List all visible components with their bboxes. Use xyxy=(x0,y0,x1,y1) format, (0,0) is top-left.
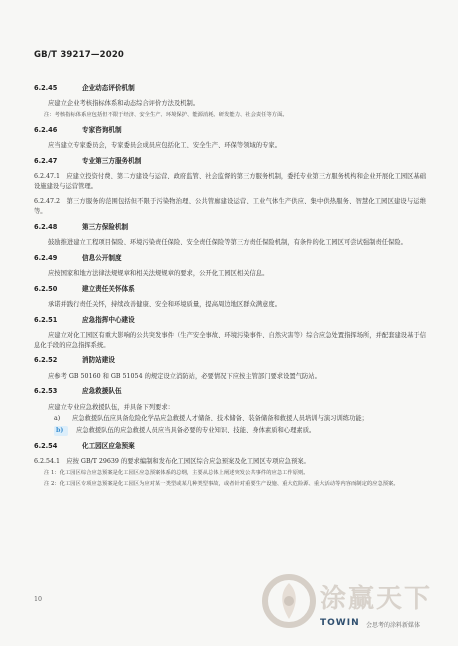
watermark-tagline: 会思考的涂料新媒体 xyxy=(366,622,421,629)
section-heading xyxy=(34,441,426,451)
section-number: 6.2.48 xyxy=(34,222,58,231)
watermark-chinese: 涂赢天下 xyxy=(320,584,433,614)
page-number: 10 xyxy=(34,596,43,603)
list-item xyxy=(54,414,426,424)
paragraph: 应按国家和地方法律法规规章和相关法规规章的要求，公开化工园区相关信息。 xyxy=(48,270,269,278)
paragraph: 应建立企业考核指标体系和动态综合评价方法及机制。 xyxy=(48,100,200,108)
paragraph: 6.2.54.1 应按 GB/T 29639 的要求编制和发布化工园区综合应急预案及化工园区专项应急预案。 xyxy=(34,458,310,466)
list-label: b) xyxy=(54,426,68,436)
section-number: 6.2.53 xyxy=(34,387,58,396)
paragraph: 承诺并践行责任关怀，持续改善健康、安全和环境质量，提高周边地区群众满意度。 xyxy=(48,300,281,308)
paragraph: 应参考 GB 50160 和 GB 51054 的规定设立消防站，必要情况下应按主管部门要求设置气防站。 xyxy=(48,372,321,380)
section-heading xyxy=(34,386,426,396)
list-text: 应急救援队伍的应急救援人员应当具备必要的专业知识、技能、身体素质和心理素质。 xyxy=(76,427,316,435)
note: 注 1：化工园区综合应急预案是化工园区应急预案体系的总纲，主要从总体上阐述突发公共事件的应急工作原则。 xyxy=(44,469,309,476)
document-body xyxy=(34,78,426,488)
watermark xyxy=(262,574,450,638)
section-heading xyxy=(34,355,426,365)
section-number: 6.2.49 xyxy=(34,253,58,262)
section-number: 6.2.45 xyxy=(34,84,58,92)
section-heading xyxy=(34,83,426,93)
section-heading xyxy=(34,156,426,166)
section-heading xyxy=(34,253,426,263)
section-title: 应急救援队伍 xyxy=(82,387,122,396)
paragraph: 应建立专业应急救援队伍，并具备下列要求： xyxy=(48,403,174,411)
section-number: 6.2.54 xyxy=(34,441,58,450)
section-number: 6.2.52 xyxy=(34,356,58,365)
section-title: 应急指挥中心建设 xyxy=(82,315,135,324)
paragraph: 6.2.47.2 第三方服务的范围包括但不限于污染物治理、公共管廊建设运营、工业气体生产供应、集中供热服务、智慧化工园区建设与运维等。 xyxy=(34,198,426,216)
section-heading xyxy=(34,222,426,232)
section-heading xyxy=(34,284,426,294)
section-title: 信息公开制度 xyxy=(82,253,122,262)
brand-logo-icon xyxy=(262,574,316,628)
paragraph: 6.2.47.1 应建立投资付费、第二方建设与运营、政府监管、社会监督的第三方服务机制，委托专业第三方服务机构和企业开展化工园区基础设施建设与运营管理。 xyxy=(34,172,426,190)
requirement-list xyxy=(34,414,426,436)
section-title: 建立责任关怀体系 xyxy=(82,284,135,293)
list-text: 应急救援队伍应具备危险化学品应急救援人才储备、技术储备、装备储备和救援人员培训与演习训练功能； xyxy=(72,415,368,423)
section-number: 6.2.51 xyxy=(34,315,58,324)
section-number: 6.2.50 xyxy=(34,284,58,293)
paragraph: 应建立对化工园区有重大影响的公共突发事件（生产安全事故、环境污染事件、自然灾害等）综合应急处置指挥场所，并配套建设基于信息化手段的应急指挥系统。 xyxy=(34,331,426,349)
standard-header: GB/T 39217—2020 xyxy=(34,50,125,60)
section-title: 消防站建设 xyxy=(82,356,115,365)
section-number: 6.2.46 xyxy=(34,125,58,134)
paragraph: 应当建立专家委员会，专家委员会成员应包括化工、安全生产、环保等领域的专家。 xyxy=(48,141,281,149)
watermark-brand: TOWIN xyxy=(320,618,360,628)
section-title: 化工园区应急预案 xyxy=(82,441,135,450)
note: 注 2：化工园区专项应急预案是化工园区为应对某一类型或某几种类型事故，或者针对重要生产设施、重大危险源、重大活动等内容而制定的应急预案。 xyxy=(44,480,399,487)
section-heading xyxy=(34,315,426,325)
paragraph: 鼓励推进建立工程项目保险、环境污染责任保险、安全责任保险等第三方责任保险机制，有条件的化工园区可尝试强制责任保险。 xyxy=(48,239,407,247)
list-label: a) xyxy=(54,415,61,423)
section-title: 专家咨询机制 xyxy=(82,125,122,134)
list-item xyxy=(54,426,426,436)
section-heading xyxy=(34,125,426,135)
section-title: 企业动态评价机制 xyxy=(82,84,135,92)
section-title: 第三方保险机制 xyxy=(82,222,129,231)
section-number: 6.2.47 xyxy=(34,156,58,165)
section-title: 专业第三方服务机制 xyxy=(82,156,142,165)
note: 注：考核指标体系应包括但不限于经济、安全生产、环境保护、能源消耗、研发能力、社会责任等方面。 xyxy=(44,111,288,118)
